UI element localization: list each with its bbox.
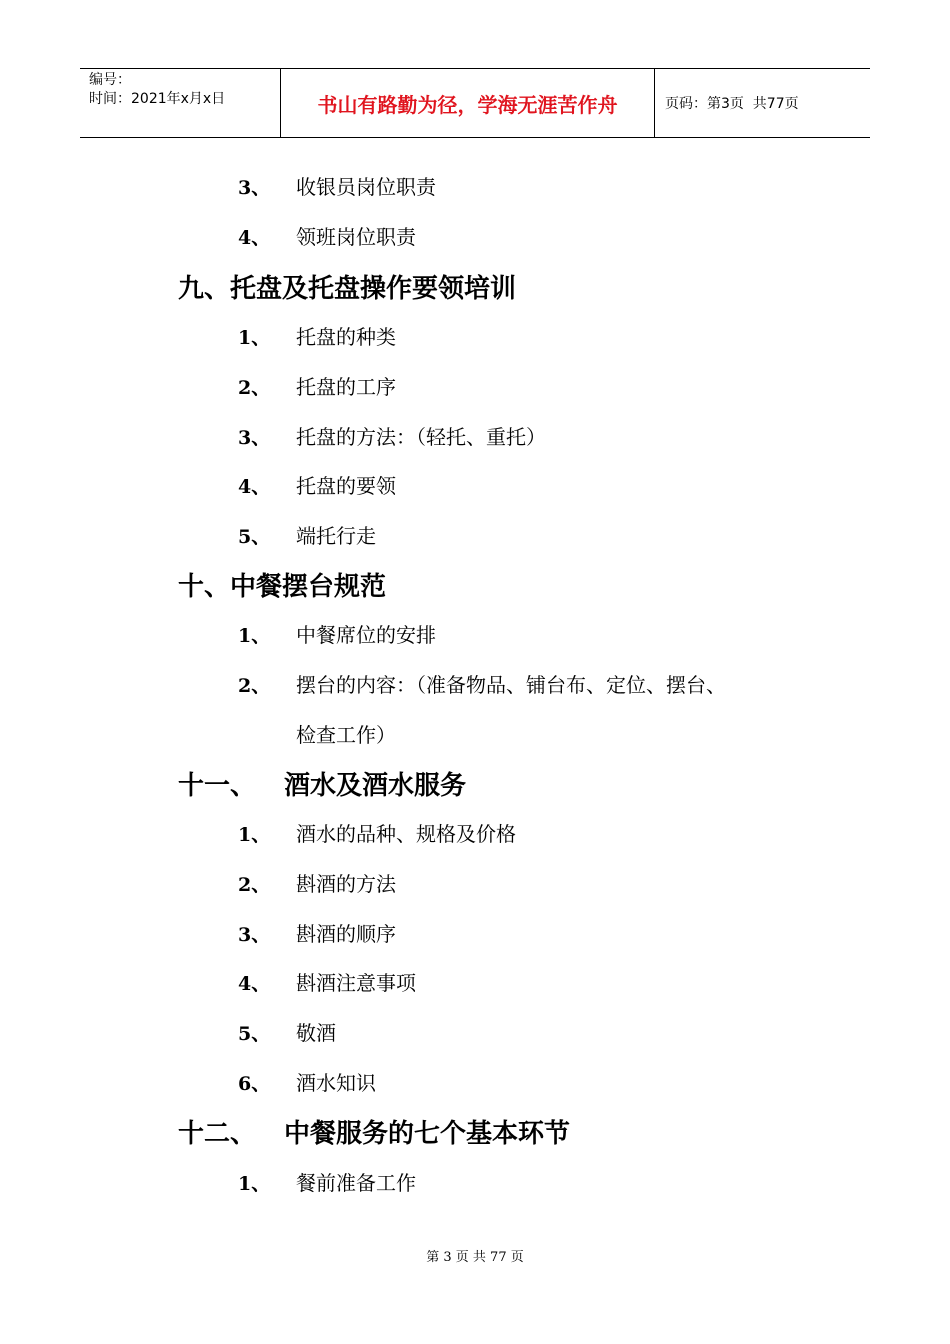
item-number: 1、 xyxy=(238,824,271,846)
motto-text: 书山有路勤为径，学海无涯苦作舟 xyxy=(317,92,618,117)
section-title: 中餐服务的七个基本环节 xyxy=(284,1119,571,1149)
item-text: 酒水的品种、规格及价格 xyxy=(296,822,516,846)
item-number: 4、 xyxy=(238,973,271,995)
item-text: 收银员岗位职责 xyxy=(296,175,436,199)
item-number: 1、 xyxy=(238,327,271,349)
page-label: 页码：第3页 共77页 xyxy=(665,96,799,112)
item-text: 托盘的要领 xyxy=(296,474,396,498)
item-text: 敬酒 xyxy=(296,1021,336,1045)
item-text: 端托行走 xyxy=(296,524,376,548)
section-prefix: 十二、 xyxy=(178,1119,257,1149)
section-title: 酒水及酒水服务 xyxy=(284,771,467,801)
header-page-info xyxy=(655,69,870,137)
page-header xyxy=(80,68,870,138)
item-number: 5、 xyxy=(238,526,271,548)
header-meta xyxy=(80,69,281,137)
item-number: 2、 xyxy=(238,377,271,399)
item-number: 2、 xyxy=(238,675,271,697)
item-text: 领班岗位职责 xyxy=(296,225,416,249)
item-text: 检查工作） xyxy=(296,723,396,747)
item-text: 中餐席位的安排 xyxy=(296,623,436,647)
header-motto xyxy=(281,69,655,137)
section-heading xyxy=(178,1113,570,1150)
item-number: 3、 xyxy=(238,924,271,946)
item-number: 1、 xyxy=(238,625,271,647)
item-text: 摆台的内容：（准备物品、铺台布、定位、摆台、 xyxy=(296,673,726,697)
item-number: 1、 xyxy=(238,1173,271,1195)
item-number: 2、 xyxy=(238,874,271,896)
section-heading: 九、托盘及托盘操作要领培训 xyxy=(178,274,517,304)
item-number: 4、 xyxy=(238,476,271,498)
item-number: 6、 xyxy=(238,1073,271,1095)
item-text: 餐前准备工作 xyxy=(296,1171,416,1195)
item-number: 4、 xyxy=(238,227,271,249)
item-text: 托盘的种类 xyxy=(296,325,396,349)
serial-label: 编号： xyxy=(89,72,131,88)
item-text: 斟酒的顺序 xyxy=(296,922,396,946)
item-text: 托盘的方法：（轻托、重托） xyxy=(296,425,546,449)
item-text: 斟酒的方法 xyxy=(296,872,396,896)
item-text: 斟酒注意事项 xyxy=(296,971,416,995)
date-label: 时间：2021年x月x日 xyxy=(89,91,226,107)
item-number: 3、 xyxy=(238,177,271,199)
section-prefix: 十一、 xyxy=(178,771,257,801)
item-number: 3、 xyxy=(238,427,271,449)
item-number: 5、 xyxy=(238,1023,271,1045)
page-footer: 第 3 页 共 77 页 xyxy=(426,1250,524,1265)
item-text: 托盘的工序 xyxy=(296,375,396,399)
section-heading xyxy=(178,765,466,802)
item-text: 酒水知识 xyxy=(296,1071,376,1095)
section-heading: 十、中餐摆台规范 xyxy=(178,572,387,602)
